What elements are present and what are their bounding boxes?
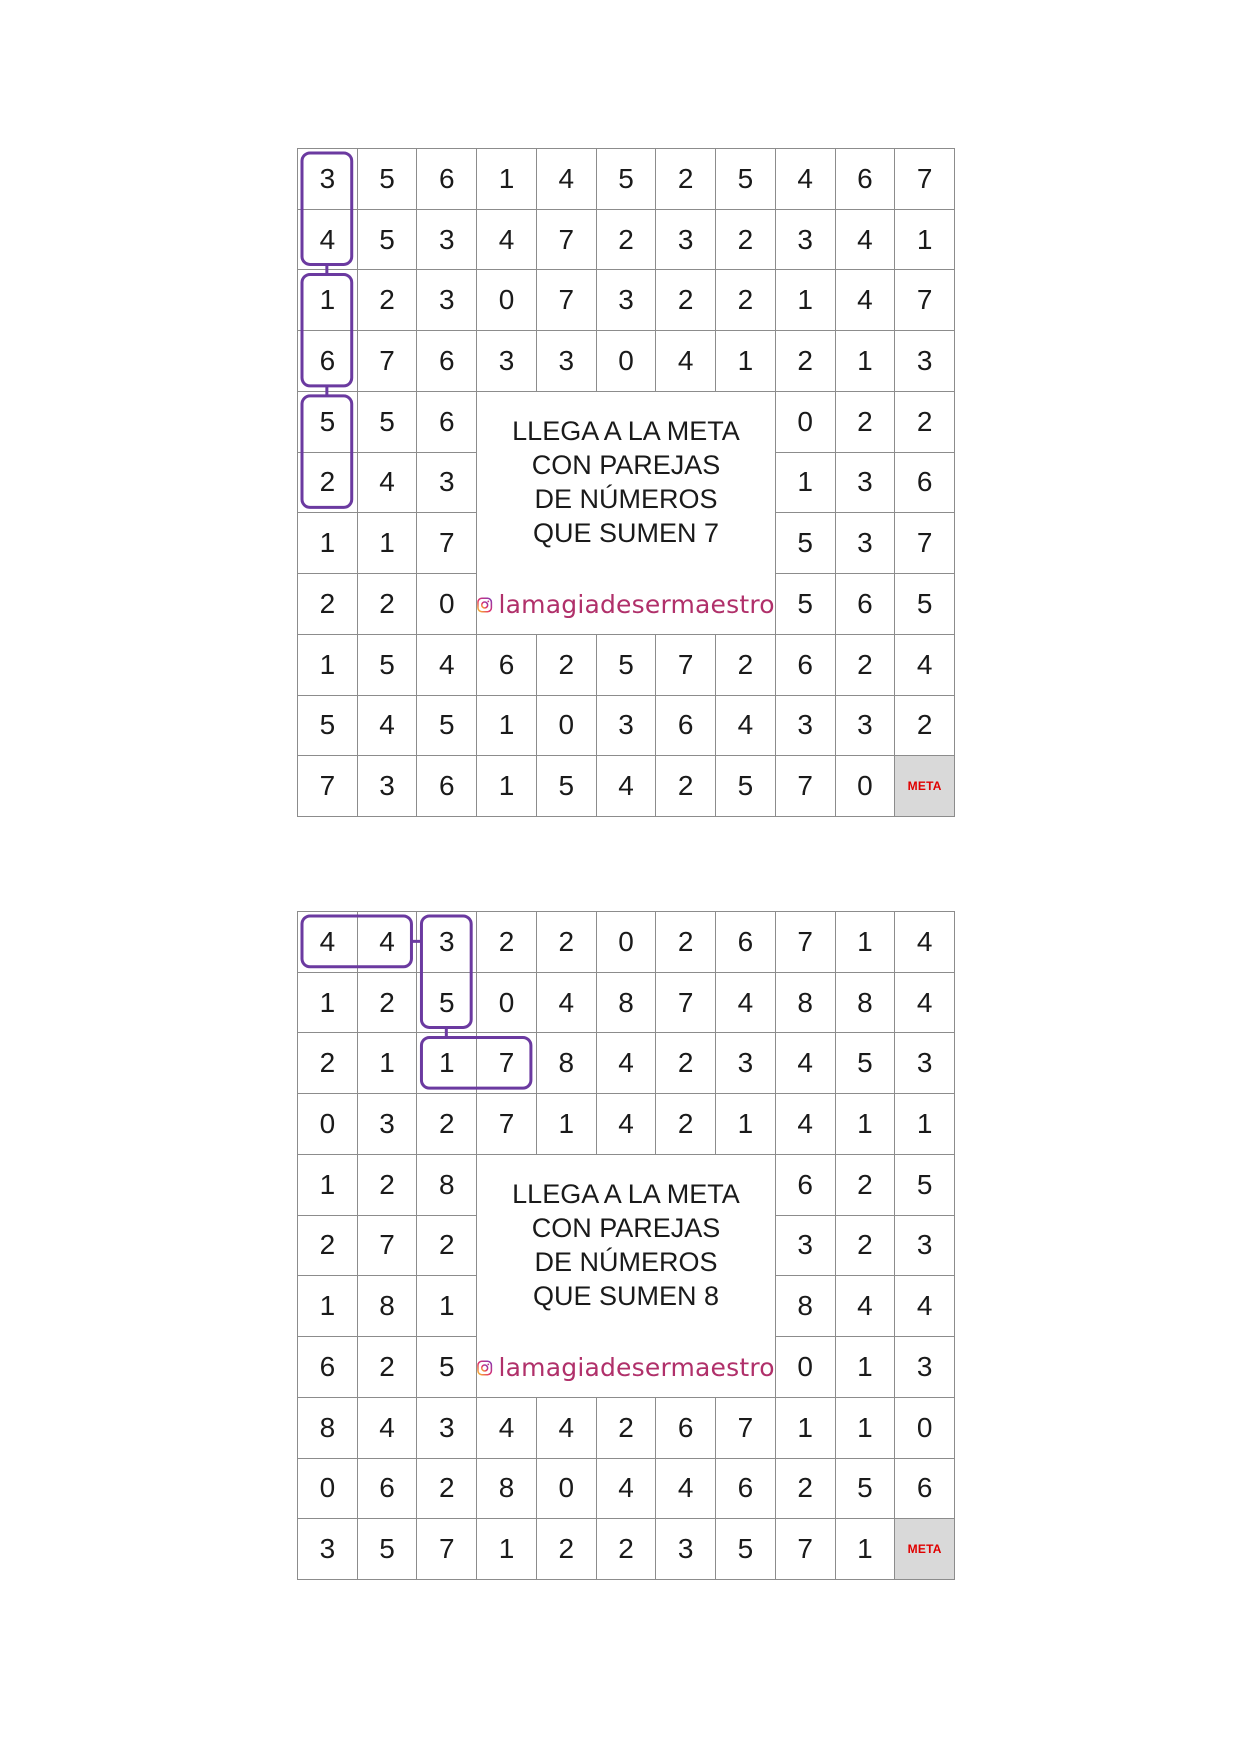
grid-cell[interactable]: 2 xyxy=(596,1397,657,1459)
grid-cell[interactable]: 2 xyxy=(357,1154,418,1216)
grid-cell[interactable]: 3 xyxy=(655,1518,716,1580)
instruction-line: CON PAREJAS xyxy=(531,1212,721,1243)
grid-cell[interactable]: 5 xyxy=(357,209,418,271)
grid-cell[interactable]: 2 xyxy=(655,269,716,331)
grid-cell[interactable]: 3 xyxy=(536,330,597,392)
grid-cell[interactable]: 7 xyxy=(357,1215,418,1277)
grid-cell[interactable]: 4 xyxy=(536,1397,597,1459)
grid-cell[interactable]: 1 xyxy=(297,512,358,574)
grid-cell[interactable]: 7 xyxy=(894,269,955,331)
goal-cell[interactable] xyxy=(894,1518,955,1580)
grid-cell[interactable]: 3 xyxy=(416,209,477,271)
grid-cell[interactable]: 3 xyxy=(476,330,537,392)
grid-cell[interactable]: 1 xyxy=(476,755,537,817)
grid-cell[interactable]: 3 xyxy=(297,1518,358,1580)
grid-cell[interactable]: 3 xyxy=(655,209,716,271)
grid-cell[interactable]: 1 xyxy=(835,1093,896,1155)
grid-cell[interactable]: 4 xyxy=(596,1458,657,1520)
grid-cell[interactable]: 2 xyxy=(655,755,716,817)
grid-cell[interactable]: 4 xyxy=(297,911,358,973)
grid-cell[interactable]: 1 xyxy=(297,634,358,696)
grid-cell[interactable]: 2 xyxy=(297,1215,358,1277)
grid-cell[interactable]: 2 xyxy=(655,1093,716,1155)
grid-cell[interactable]: 0 xyxy=(476,269,537,331)
grid-cell[interactable]: 1 xyxy=(357,512,418,574)
grid-cell[interactable]: 3 xyxy=(416,911,477,973)
grid-cell[interactable]: 5 xyxy=(596,634,657,696)
grid-cell[interactable]: 6 xyxy=(894,452,955,514)
grid-cell[interactable]: 2 xyxy=(357,269,418,331)
grid-cell[interactable]: 7 xyxy=(655,634,716,696)
grid-cell[interactable]: 3 xyxy=(894,330,955,392)
grid-cell[interactable]: 7 xyxy=(894,148,955,210)
grid-cell[interactable]: 3 xyxy=(894,1336,955,1398)
grid-cell[interactable]: 8 xyxy=(775,972,836,1034)
grid-cell[interactable]: 0 xyxy=(536,1458,597,1520)
grid-cell[interactable]: 2 xyxy=(775,1458,836,1520)
grid-cell[interactable]: 4 xyxy=(715,695,776,757)
grid-cell[interactable]: 6 xyxy=(416,148,477,210)
grid-cell[interactable]: 2 xyxy=(835,1215,896,1277)
grid-cell[interactable]: 1 xyxy=(835,1518,896,1580)
grid-cell[interactable]: 0 xyxy=(596,911,657,973)
instagram-icon xyxy=(477,1352,492,1384)
goal-label: META xyxy=(907,1542,942,1557)
grid-cell[interactable]: 6 xyxy=(297,1336,358,1398)
grid-cell[interactable]: 2 xyxy=(596,209,657,271)
grid-cell[interactable]: 3 xyxy=(357,755,418,817)
grid-cell[interactable]: 3 xyxy=(894,1032,955,1094)
grid-cell[interactable]: 8 xyxy=(835,972,896,1034)
grid-cell[interactable]: 4 xyxy=(775,148,836,210)
grid-cell[interactable]: 1 xyxy=(476,695,537,757)
brand-name: lamagiadesermaestro xyxy=(498,1353,775,1383)
grid-cell[interactable]: 3 xyxy=(894,1215,955,1277)
grid-cell[interactable]: 2 xyxy=(416,1093,477,1155)
instruction-line: LLEGA A LA META xyxy=(512,415,740,446)
grid-cell[interactable]: 2 xyxy=(416,1458,477,1520)
grid-cell[interactable]: 4 xyxy=(775,1032,836,1094)
grid-cell[interactable]: 1 xyxy=(775,1397,836,1459)
grid-cell[interactable]: 1 xyxy=(297,269,358,331)
grid-cell[interactable]: 2 xyxy=(835,391,896,453)
grid-cell[interactable]: 5 xyxy=(715,1518,776,1580)
grid-cell[interactable]: 4 xyxy=(835,209,896,271)
grid-cell[interactable]: 8 xyxy=(596,972,657,1034)
grid-cell[interactable]: 4 xyxy=(894,911,955,973)
grid-cell[interactable]: 4 xyxy=(715,972,776,1034)
grid-cell[interactable]: 2 xyxy=(835,1154,896,1216)
brand-watermark xyxy=(477,588,775,622)
grid-cell[interactable]: 7 xyxy=(775,755,836,817)
grid-cell[interactable]: 0 xyxy=(536,695,597,757)
instruction-line: CON PAREJAS xyxy=(531,449,721,480)
grid-cell[interactable]: 8 xyxy=(775,1275,836,1337)
grid-cell[interactable]: 4 xyxy=(596,1032,657,1094)
grid-cell[interactable]: 7 xyxy=(476,1093,537,1155)
grid-cell[interactable]: 7 xyxy=(416,512,477,574)
grid-cell[interactable]: 7 xyxy=(715,1397,776,1459)
grid-cell[interactable]: 3 xyxy=(596,269,657,331)
instagram-icon xyxy=(477,589,492,621)
grid-cell[interactable]: 2 xyxy=(715,634,776,696)
grid-cell[interactable]: 2 xyxy=(715,269,776,331)
grid-cell[interactable]: 3 xyxy=(596,695,657,757)
grid-cell[interactable]: 4 xyxy=(596,755,657,817)
grid-cell[interactable]: 2 xyxy=(715,209,776,271)
grid-cell[interactable]: 7 xyxy=(416,1518,477,1580)
grid-cell[interactable]: 2 xyxy=(655,148,716,210)
grid-cell[interactable]: 4 xyxy=(894,1275,955,1337)
grid-cell[interactable]: 2 xyxy=(655,1032,716,1094)
grid-cell[interactable]: 5 xyxy=(416,1336,477,1398)
grid-cell[interactable]: 1 xyxy=(835,1397,896,1459)
grid-cell[interactable]: 7 xyxy=(894,512,955,574)
grid-cell[interactable]: 8 xyxy=(536,1032,597,1094)
grid-cell[interactable]: 7 xyxy=(476,1032,537,1094)
grid-cell[interactable]: 1 xyxy=(297,1275,358,1337)
grid-cell[interactable]: 6 xyxy=(416,755,477,817)
grid-cell[interactable]: 3 xyxy=(297,148,358,210)
grid-cell[interactable]: 5 xyxy=(357,148,418,210)
grid-cell[interactable]: 6 xyxy=(894,1458,955,1520)
grid-cell[interactable]: 2 xyxy=(416,1215,477,1277)
grid-cell[interactable]: 1 xyxy=(715,330,776,392)
grid-cell[interactable]: 3 xyxy=(416,1397,477,1459)
grid-cell[interactable]: 4 xyxy=(536,148,597,210)
grid-cell[interactable]: 4 xyxy=(655,330,716,392)
grid-cell[interactable]: 5 xyxy=(775,512,836,574)
grid-cell[interactable]: 3 xyxy=(715,1032,776,1094)
instruction-line: QUE SUMEN 8 xyxy=(532,1280,719,1311)
instruction-line: QUE SUMEN 7 xyxy=(532,517,719,548)
grid-cell[interactable]: 3 xyxy=(357,1093,418,1155)
grid-cell[interactable]: 1 xyxy=(835,330,896,392)
grid-cell[interactable]: 0 xyxy=(596,330,657,392)
instruction-line: DE NÚMEROS xyxy=(534,1246,718,1277)
grid-cell[interactable]: 1 xyxy=(775,269,836,331)
grid-cell[interactable]: 1 xyxy=(894,209,955,271)
grid-cell[interactable]: 6 xyxy=(715,911,776,973)
grid-cell[interactable]: 1 xyxy=(835,911,896,973)
grid-cell[interactable]: 5 xyxy=(715,148,776,210)
grid-cell[interactable]: 2 xyxy=(297,1032,358,1094)
grid-cell[interactable]: 4 xyxy=(894,972,955,1034)
grid-cell[interactable]: 4 xyxy=(357,452,418,514)
grid-cell[interactable]: 5 xyxy=(416,972,477,1034)
grid-cell[interactable]: 0 xyxy=(297,1458,358,1520)
puzzle-grid-1 xyxy=(297,148,954,816)
grid-cell[interactable]: 3 xyxy=(835,512,896,574)
grid-cell[interactable]: 5 xyxy=(596,148,657,210)
grid-cell[interactable]: 7 xyxy=(775,1518,836,1580)
grid-cell[interactable]: 7 xyxy=(357,330,418,392)
grid-cell[interactable]: 7 xyxy=(775,911,836,973)
grid-cell[interactable]: 4 xyxy=(835,269,896,331)
grid-cell[interactable]: 5 xyxy=(536,755,597,817)
grid-cell[interactable]: 3 xyxy=(416,269,477,331)
grid-cell[interactable]: 2 xyxy=(894,695,955,757)
grid-cell[interactable]: 2 xyxy=(536,911,597,973)
grid-cell[interactable]: 1 xyxy=(536,1093,597,1155)
instruction-text xyxy=(477,414,775,550)
grid-cell[interactable]: 0 xyxy=(416,573,477,635)
grid-cell[interactable]: 5 xyxy=(357,634,418,696)
grid-cell[interactable]: 6 xyxy=(775,1154,836,1216)
brand-name: lamagiadesermaestro xyxy=(498,590,775,620)
grid-cell[interactable]: 5 xyxy=(357,1518,418,1580)
grid-cell[interactable]: 8 xyxy=(416,1154,477,1216)
grid-cell[interactable]: 6 xyxy=(416,391,477,453)
grid-cell[interactable]: 1 xyxy=(416,1032,477,1094)
instruction-text xyxy=(477,1177,775,1313)
grid-cell[interactable]: 8 xyxy=(297,1397,358,1459)
grid-cell[interactable]: 2 xyxy=(775,330,836,392)
grid-cell[interactable]: 4 xyxy=(835,1275,896,1337)
grid-cell[interactable]: 3 xyxy=(775,695,836,757)
grid-cell[interactable]: 4 xyxy=(357,911,418,973)
grid-cell[interactable]: 0 xyxy=(835,755,896,817)
grid-cell[interactable]: 2 xyxy=(357,1336,418,1398)
grid-cell[interactable]: 5 xyxy=(835,1458,896,1520)
grid-cell[interactable]: 5 xyxy=(297,695,358,757)
grid-cell[interactable]: 3 xyxy=(835,695,896,757)
grid-cell[interactable]: 5 xyxy=(835,1032,896,1094)
grid-cell[interactable]: 5 xyxy=(775,573,836,635)
grid-cell[interactable]: 5 xyxy=(894,1154,955,1216)
grid-cell[interactable]: 5 xyxy=(297,391,358,453)
grid-cell[interactable]: 3 xyxy=(416,452,477,514)
instruction-line: DE NÚMEROS xyxy=(534,483,718,514)
grid-cell[interactable]: 4 xyxy=(596,1093,657,1155)
grid-cell[interactable]: 5 xyxy=(715,755,776,817)
grid-cell[interactable]: 5 xyxy=(894,573,955,635)
grid-cell[interactable]: 4 xyxy=(357,695,418,757)
grid-cell[interactable]: 7 xyxy=(297,755,358,817)
grid-cell[interactable]: 2 xyxy=(536,1518,597,1580)
grid-cell[interactable]: 4 xyxy=(416,634,477,696)
grid-cell[interactable]: 7 xyxy=(536,269,597,331)
grid-cell[interactable]: 4 xyxy=(476,209,537,271)
instruction-line: LLEGA A LA META xyxy=(512,1178,740,1209)
grid-cell[interactable]: 2 xyxy=(536,634,597,696)
instruction-panel xyxy=(476,391,776,635)
grid-cell[interactable]: 0 xyxy=(297,1093,358,1155)
brand-watermark xyxy=(477,1351,775,1385)
grid-cell[interactable]: 1 xyxy=(775,452,836,514)
grid-cell[interactable]: 3 xyxy=(775,1215,836,1277)
grid-cell[interactable]: 6 xyxy=(835,573,896,635)
grid-cell[interactable]: 6 xyxy=(775,634,836,696)
goal-label: META xyxy=(907,779,942,794)
grid-cell[interactable]: 0 xyxy=(476,972,537,1034)
grid-cell[interactable]: 6 xyxy=(655,695,716,757)
goal-cell[interactable] xyxy=(894,755,955,817)
grid-cell[interactable]: 5 xyxy=(416,695,477,757)
grid-cell[interactable]: 8 xyxy=(357,1275,418,1337)
grid-cell[interactable]: 7 xyxy=(536,209,597,271)
puzzle-grid-2 xyxy=(297,911,954,1579)
grid-cell[interactable]: 5 xyxy=(357,391,418,453)
grid-cell[interactable]: 0 xyxy=(775,1336,836,1398)
grid-cell[interactable]: 2 xyxy=(297,452,358,514)
grid-cell[interactable]: 1 xyxy=(297,1154,358,1216)
grid-cell[interactable]: 4 xyxy=(536,972,597,1034)
grid-cell[interactable]: 1 xyxy=(476,148,537,210)
grid-cell[interactable]: 2 xyxy=(357,972,418,1034)
grid-cell[interactable]: 0 xyxy=(894,1397,955,1459)
grid-cell[interactable]: 6 xyxy=(715,1458,776,1520)
grid-cell[interactable]: 8 xyxy=(476,1458,537,1520)
grid-cell[interactable]: 2 xyxy=(835,634,896,696)
grid-cell[interactable]: 4 xyxy=(357,1397,418,1459)
grid-cell[interactable]: 4 xyxy=(894,634,955,696)
grid-cell[interactable]: 1 xyxy=(835,1336,896,1398)
grid-cell[interactable]: 6 xyxy=(476,634,537,696)
grid-cell[interactable]: 1 xyxy=(894,1093,955,1155)
grid-cell[interactable]: 6 xyxy=(357,1458,418,1520)
grid-cell[interactable]: 0 xyxy=(775,391,836,453)
grid-cell[interactable]: 2 xyxy=(596,1518,657,1580)
grid-cell[interactable]: 7 xyxy=(655,972,716,1034)
grid-cell[interactable]: 3 xyxy=(775,209,836,271)
grid-cell[interactable]: 4 xyxy=(297,209,358,271)
grid-cell[interactable]: 6 xyxy=(655,1397,716,1459)
grid-cell[interactable]: 2 xyxy=(655,911,716,973)
grid-cell[interactable]: 2 xyxy=(297,573,358,635)
grid-cell[interactable]: 6 xyxy=(416,330,477,392)
grid-cell[interactable]: 1 xyxy=(357,1032,418,1094)
grid-cell[interactable]: 1 xyxy=(416,1275,477,1337)
grid-cell[interactable]: 4 xyxy=(775,1093,836,1155)
grid-cell[interactable]: 1 xyxy=(715,1093,776,1155)
grid-cell[interactable]: 4 xyxy=(655,1458,716,1520)
grid-cell[interactable]: 6 xyxy=(297,330,358,392)
grid-cell[interactable]: 2 xyxy=(357,573,418,635)
grid-cell[interactable]: 2 xyxy=(894,391,955,453)
grid-cell[interactable]: 1 xyxy=(297,972,358,1034)
grid-cell[interactable]: 6 xyxy=(835,148,896,210)
grid-cell[interactable]: 4 xyxy=(476,1397,537,1459)
grid-cell[interactable]: 3 xyxy=(835,452,896,514)
grid-cell[interactable]: 2 xyxy=(476,911,537,973)
instruction-panel xyxy=(476,1154,776,1398)
grid-cell[interactable]: 1 xyxy=(476,1518,537,1580)
